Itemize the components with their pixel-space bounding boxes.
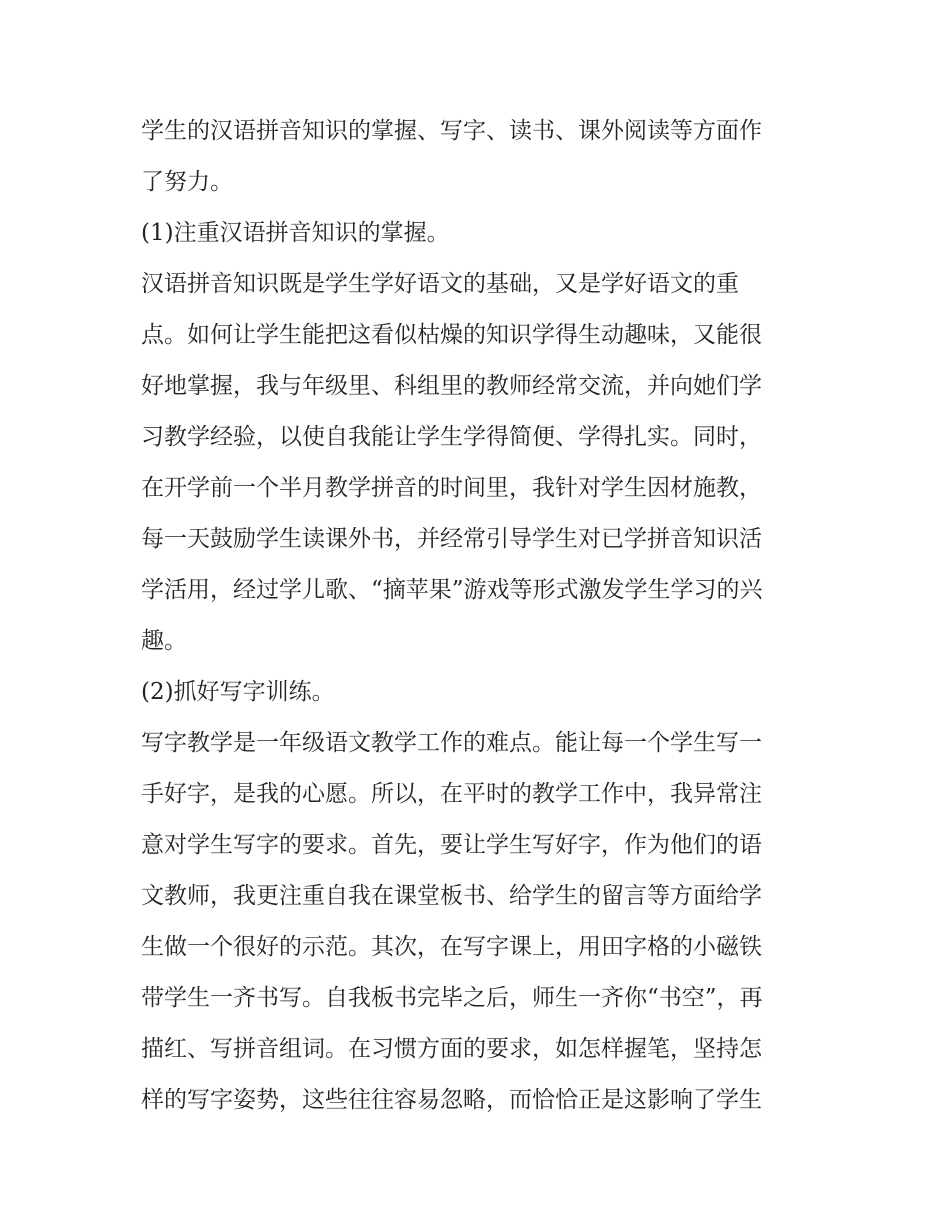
text-line: 文教师，我更注重自我在课堂板书、给学生的留言等方面给学 <box>141 883 762 909</box>
text-line: 意对学生写字的要求。首先，要让学生写好字，作为他们的语 <box>141 832 762 858</box>
text-line: 手好字，是我的心愿。所以，在平时的教学工作中，我异常注 <box>141 781 762 807</box>
document-body <box>141 106 821 1126</box>
section-heading-1: (1)注重汉语拼音知识的掌握。 <box>141 220 450 246</box>
text-line: 了努力。 <box>141 169 233 195</box>
text-line: 学活用，经过学儿歌、“摘苹果”游戏等形式激发学生学习的兴 <box>141 577 763 603</box>
text-line: 生做一个很好的示范。其次，在写字课上，用田字格的小磁铁 <box>141 934 762 960</box>
text-line: 好地掌握，我与年级里、科组里的教师经常交流，并向她们学 <box>141 373 762 399</box>
text-line: 样的写字姿势，这些往往容易忽略，而恰恰正是这影响了学生 <box>141 1087 762 1113</box>
section-heading-2: (2)抓好写字训练。 <box>141 679 335 705</box>
text-line: 在开学前一个半月教学拼音的时间里，我针对学生因材施教， <box>141 475 762 501</box>
text-line: 带学生一齐书写。自我板书完毕之后，师生一齐你“书空”，再 <box>141 985 763 1011</box>
text-line: 描红、写拼音组词。在习惯方面的要求，如怎样握笔，坚持怎 <box>141 1036 762 1062</box>
text-line: 趣。 <box>141 628 187 654</box>
text-line: 习教学经验，以使自我能让学生学得简便、学得扎实。同时， <box>141 424 762 450</box>
text-line: 汉语拼音知识既是学生学好语文的基础，又是学好语文的重 <box>141 271 739 297</box>
text-line: 写字教学是一年级语文教学工作的难点。能让每一个学生写一 <box>141 730 762 756</box>
text-line: 每一天鼓励学生读课外书，并经常引导学生对已学拼音知识活 <box>141 526 762 552</box>
text-line: 点。如何让学生能把这看似枯燥的知识学得生动趣味，又能很 <box>141 322 762 348</box>
text-line: 学生的汉语拼音知识的掌握、写字、读书、课外阅读等方面作 <box>141 118 762 144</box>
